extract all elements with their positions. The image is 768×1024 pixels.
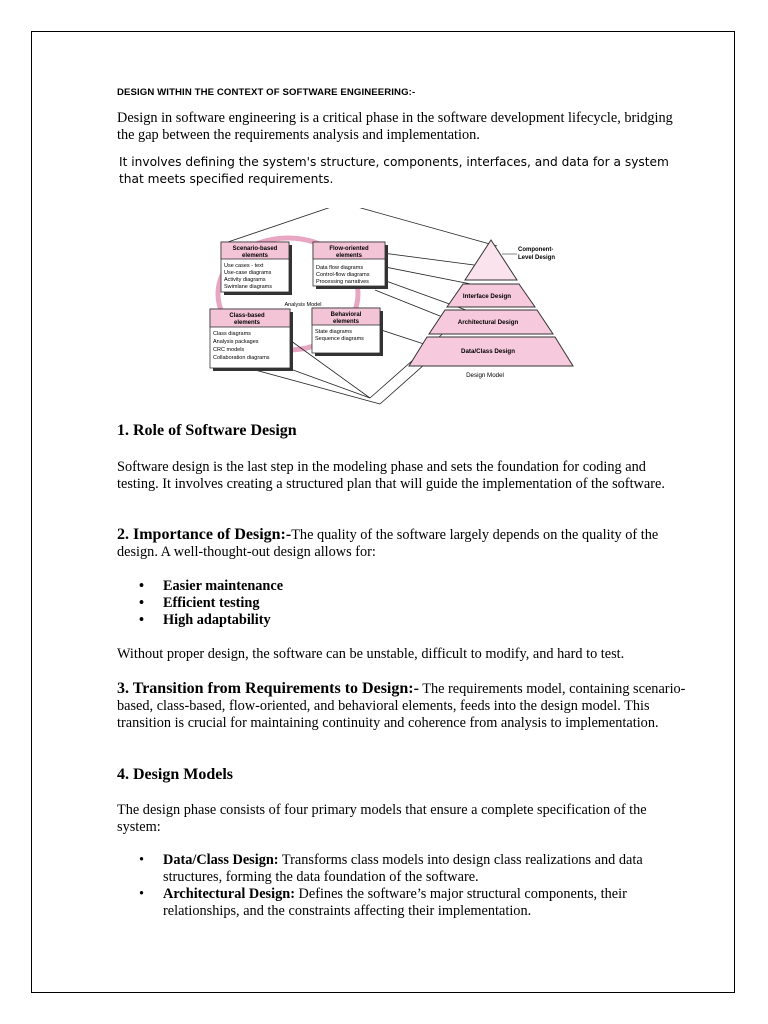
svg-text:Class diagrams: Class diagrams <box>213 331 251 337</box>
svg-text:Analysis packages: Analysis packages <box>213 339 259 345</box>
scenario-box <box>221 242 292 295</box>
section-2-paragraph <box>117 526 687 561</box>
svg-text:Collaboration diagrams: Collaboration diagrams <box>213 355 270 361</box>
intro-paragraph-1: Design in software engineering is a critical phase in the software development lifecycle, bridging the gap between the requirements analysis and implementation. <box>117 110 673 143</box>
section-4-heading: 4. Design Models <box>117 766 233 783</box>
svg-text:elements: elements <box>233 320 261 326</box>
section-3-paragraph <box>117 680 687 732</box>
list-item: • Architectural Design: Defines the software’s major structural components, their relationships, and the constraints affecting their implementation. <box>163 886 693 920</box>
svg-text:Behavioral: Behavioral <box>330 312 362 318</box>
svg-text:elements: elements <box>332 319 360 325</box>
behavioral-box <box>312 308 383 356</box>
svg-text:Level Design: Level Design <box>518 255 556 261</box>
list-item: • Easier maintenance <box>163 578 693 595</box>
svg-text:Processing narratives: Processing narratives <box>316 279 369 285</box>
svg-text:elements: elements <box>335 253 363 259</box>
svg-text:Activity diagrams: Activity diagrams <box>224 277 266 283</box>
svg-text:Sequence diagrams: Sequence diagrams <box>315 336 364 342</box>
svg-text:Control-flow diagrams: Control-flow diagrams <box>316 272 370 278</box>
section-1-heading: 1. Role of Software Design <box>117 422 297 439</box>
svg-text:Architectural Design: Architectural Design <box>457 319 519 326</box>
intro-paragraph-2: It involves defining the system's structure, components, interfaces, and data for a system that meets specified requirements. <box>119 155 669 186</box>
design-model-label: Design Model <box>466 372 504 379</box>
list-item: • High adaptability <box>163 612 693 629</box>
analysis-model-label: Analysis Model <box>284 302 322 308</box>
list-item: • Efficient testing <box>163 595 693 612</box>
section-2-after: Without proper design, the software can be unstable, difficult to modify, and hard to test. <box>117 646 625 662</box>
section-4-body: The design phase consists of four primary models that ensure a complete specification of the system: <box>117 802 647 835</box>
svg-text:elements: elements <box>241 253 269 259</box>
section-2-heading: 2. Importance of Design:- <box>117 526 292 543</box>
svg-text:Flow-oriented: Flow-oriented <box>329 246 369 252</box>
flow-box <box>313 242 388 289</box>
svg-text:Data flow diagrams: Data flow diagrams <box>316 265 364 271</box>
importance-list <box>117 578 693 629</box>
section-3-heading: 3. Transition from Requirements to Design:- <box>117 680 419 697</box>
svg-text:Swimlane diagrams: Swimlane diagrams <box>224 284 272 290</box>
section-2-body: The quality of the software largely depends on the quality of the design. A well-thought-out design allows for: <box>117 527 659 560</box>
document-title: DESIGN WITHIN THE CONTEXT OF SOFTWARE ENGINEERING:- <box>117 87 416 98</box>
list-item: • Data/Class Design: Transforms class models into design class realizations and data structures, forming the data foundation of the software. <box>163 852 693 886</box>
svg-text:Interface Design: Interface Design <box>462 293 512 300</box>
section-3-body: The requirements model, containing scenario-based, class-based, flow-oriented, and behavioral elements, feeds into the design model. This transition is crucial for maintaining continuity and coherence from analysis to implementation. <box>117 681 686 731</box>
svg-text:Scenario-based: Scenario-based <box>232 246 278 252</box>
analysis-to-design-diagram <box>205 208 579 406</box>
svg-text:Use cases - text: Use cases - text <box>224 263 264 269</box>
svg-text:Class-based: Class-based <box>229 313 265 319</box>
svg-text:Data/Class Design: Data/Class Design <box>461 348 515 355</box>
svg-text:CRC models: CRC models <box>213 347 245 353</box>
design-models-list <box>117 852 693 920</box>
svg-text:Component-: Component- <box>518 247 554 253</box>
class-box <box>210 309 293 371</box>
svg-text:State diagrams: State diagrams <box>315 329 352 335</box>
section-1-body: Software design is the last step in the modeling phase and sets the foundation for coding and testing. It involves creating a structured plan that will guide the implementation of the software. <box>117 459 665 492</box>
svg-text:Use-case diagrams: Use-case diagrams <box>224 270 272 276</box>
